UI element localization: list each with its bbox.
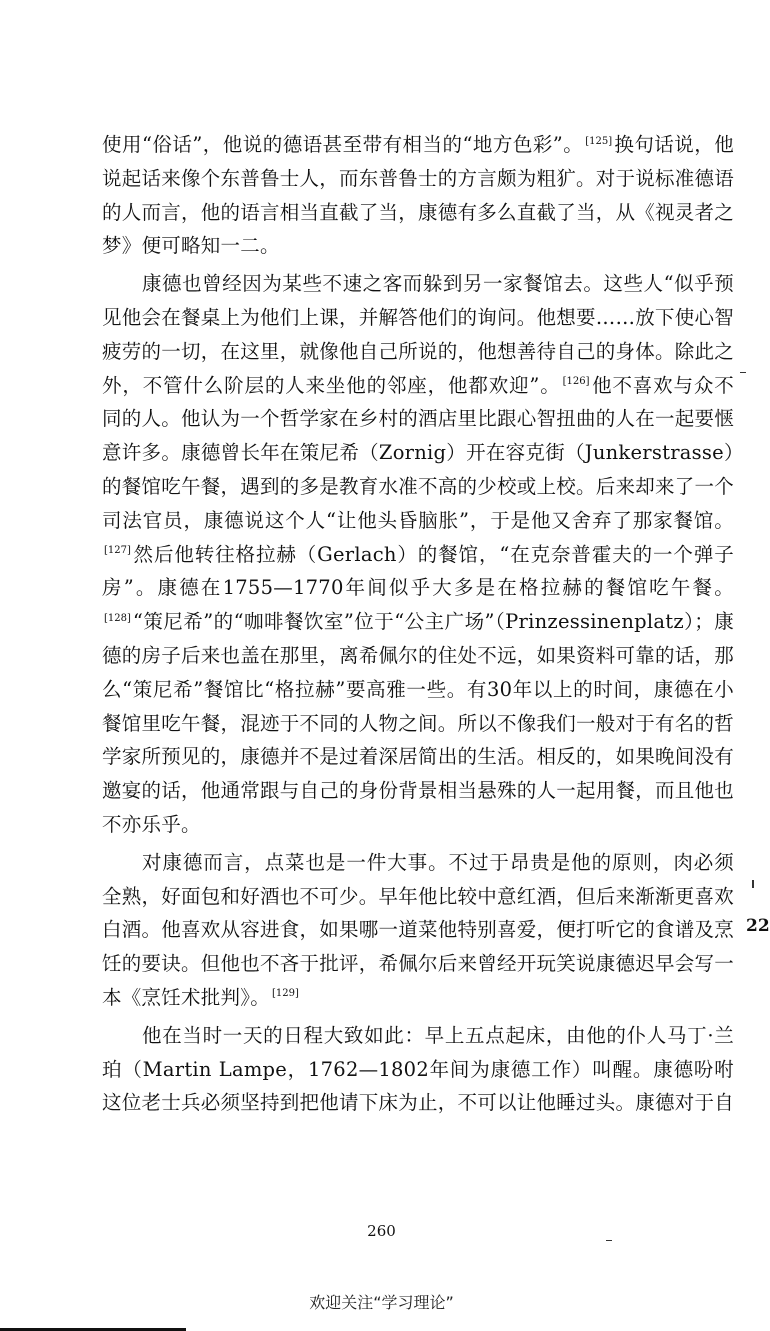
paragraph-1 xyxy=(102,128,734,263)
paragraph-4 xyxy=(102,1019,734,1120)
paragraph-2 xyxy=(102,267,734,842)
paragraph-2-text-d: “策尼希”的“咖啡餐饮室”位于“公主广场”（Prinzessinenplatz）；康德的房子后来也盖在那里，离希佩尔的住处不远，如果资料可靠的话，那么“策尼希”餐馆比“格拉赫”要高雅一些。有30年以上的时间，康德在小餐馆里吃午餐，混迹于不同的人物之间。所以不像我们一般对于有名的哲学家所预见的，康德并不是过着深居简出的生活。相反的，如果晚间没有邀宴的话，他通常跟与自己的身份背景相当悬殊的人一起用餐，而且他也不亦乐乎。 xyxy=(102,610,735,836)
paragraph-3-text-a: 对康德而言，点菜也是一件大事。不过于昂贵是他的原则，肉必须全熟，好面包和好酒也不可少。早年他比较中意红酒，但后来渐渐更喜欢白酒。他喜欢从容进食，如果哪一道菜他特别喜爱，便打听它的食谱及烹饪的要诀。但他也不吝于批评，希佩尔后来曾经开玩笑说康德迟早会写一本《烹饪术批判》。 xyxy=(102,850,735,1009)
footnote-marker-129: [129] xyxy=(272,988,299,1000)
margin-mark: 22 xyxy=(746,916,770,936)
footnote-marker-125: [125] xyxy=(585,135,613,147)
footnote-marker-128: [128] xyxy=(104,612,131,624)
scan-speck xyxy=(752,880,754,888)
paragraph-1-text-a: 使用“俗话”，他说的德语甚至带有相当的“地方色彩”。 xyxy=(102,133,584,156)
footnote-marker-126: [126] xyxy=(562,376,590,388)
footnote-marker-127: [127] xyxy=(104,545,131,557)
paragraph-4-text: 他在当时一天的日程大致如此：早上五点起床，由他的仆人马丁·兰珀（Martin Lampe，1762—1802年间为康德工作）叫醒。康德吩咐这位老士兵必须坚持到把他请下床为止，不可以让他睡过头。康德对于自 xyxy=(102,1023,735,1115)
paragraph-2-text-a: 康德也曾经因为某些不速之客而躲到另一家餐馆去。这些人“似乎预见他会在餐桌上为他们上课，并解答他们的询问。他想要……放下使心智疲劳的一切，在这里，就像他自己所说的，他想善待自己的身体。除此之外，不管什么阶层的人来坐他的邻座，他都欢迎”。 xyxy=(102,272,735,397)
paragraph-3 xyxy=(102,846,734,1015)
scan-speck xyxy=(740,372,746,373)
scan-speck xyxy=(606,1240,612,1241)
paragraph-2-text-b: 他不喜欢与众不同的人。他认为一个哲学家在乡村的酒店里比跟心智扭曲的人在一起要惬意许多。康德曾长年在策尼希（Zornig）开在容克街（Junkerstrasse）的餐馆吃午餐，遇到的多是教育水准不高的少校或上校。后来却来了一个司法官员，康德说这个人“让他头昏脑胀”，于是他又舍弃了那家餐馆。 xyxy=(102,373,735,532)
body-text xyxy=(102,128,734,1120)
paragraph-2-text-c: 然后他转往格拉赫（Gerlach）的餐馆，“在克奈普霍夫的一个弹子房”。康德在1755—1770年间似乎大多是在格拉赫的餐馆吃午餐。 xyxy=(102,542,734,600)
watermark-text: 欢迎关注“学习理论” xyxy=(309,1293,454,1312)
page-number: 260 xyxy=(367,1222,396,1240)
paragraph-1-text-b: 换句话说，他说起话来像个东普鲁士人，而东普鲁士的方言颇为粗犷。对于说标准德语的人而言，他的语言相当直截了当，康德有多么直截了当，从《视灵者之梦》便可略知一二。 xyxy=(102,133,735,258)
